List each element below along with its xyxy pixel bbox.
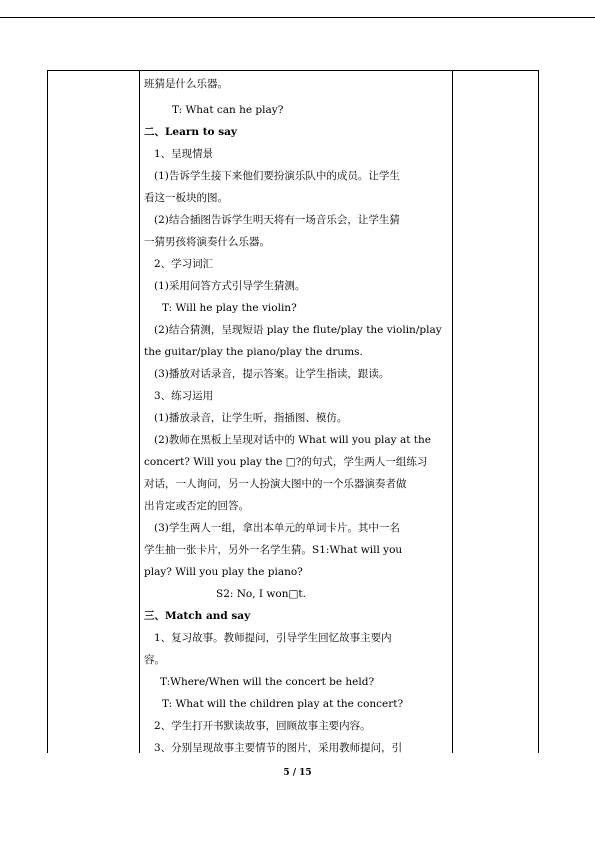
text-line: 1、复习故事。教师提问，引导学生回忆故事主要内 <box>154 632 392 644</box>
text-line: T: What can he play? <box>172 104 284 116</box>
section-heading: 三、Match and say <box>144 610 251 622</box>
text-line: (3)播放对话录音，提示答案。让学生指读，跟读。 <box>154 368 390 380</box>
page-number: 5 / 15 <box>283 768 312 778</box>
section-heading: 二、Learn to say <box>144 126 238 138</box>
text-line: T: Will he play the violin? <box>162 302 297 314</box>
text-line: 出肯定或否定的回答。 <box>144 500 249 512</box>
text-line: 2、学生打开书默读故事，回顾故事主要内容。 <box>154 720 371 732</box>
text-line: T: What will the children play at the concert? <box>162 698 404 710</box>
text-line: S2: No, I won□t. <box>216 588 306 600</box>
text-line: (2)结合猜测，呈现短语 play the flute/play the violin/play <box>154 324 442 336</box>
text-line: 容。 <box>144 654 165 666</box>
text-line: 学生抽一张卡片，另外一名学生猜。S1:What will you <box>144 544 403 556</box>
text-line: 3、分别呈现故事主要情节的图片，采用教师提问，引 <box>154 742 403 754</box>
text-line: 班猜是什么乐器。 <box>144 78 228 90</box>
text-line: (1)采用问答方式引导学生猜测。 <box>154 280 306 292</box>
table-border-left <box>47 70 48 753</box>
text-line: play? Will you play the piano? <box>144 566 303 578</box>
text-line: (2)教师在黑板上呈现对话中的 What will you play at the <box>154 434 431 446</box>
table-top-border <box>47 70 539 71</box>
table-divider-2 <box>452 70 453 753</box>
text-line: (1)告诉学生接下来他们要扮演乐队中的成员。让学生 <box>154 170 400 182</box>
text-line: (2)结合插图告诉学生明天将有一场音乐会，让学生猜 <box>154 214 400 226</box>
text-line: 看这一板块的图。 <box>144 192 228 204</box>
text-line: (1)播放录音，让学生听，指插图、模仿。 <box>154 412 348 424</box>
text-line: concert? Will you play the □?的句式，学生两人一组练习 <box>144 456 428 468</box>
text-line: (3)学生两人一组，拿出本单元的单词卡片。其中一名 <box>154 522 400 534</box>
table-border-right <box>538 70 539 753</box>
text-line: 对话，一人询问，另一人扮演大图中的一个乐器演奏者做 <box>144 478 407 490</box>
text-line: 1、呈现情景 <box>154 148 214 160</box>
text-line: T:Where/When will the concert be held? <box>160 676 375 688</box>
text-line: the guitar/play the piano/play the drums. <box>144 346 363 358</box>
table-divider-1 <box>139 70 140 753</box>
text-line: 3、练习运用 <box>154 390 214 402</box>
text-line: 2、学习词汇 <box>154 258 214 270</box>
text-line: 一猜男孩将演奏什么乐器。 <box>144 236 270 248</box>
header-rule <box>0 17 595 18</box>
